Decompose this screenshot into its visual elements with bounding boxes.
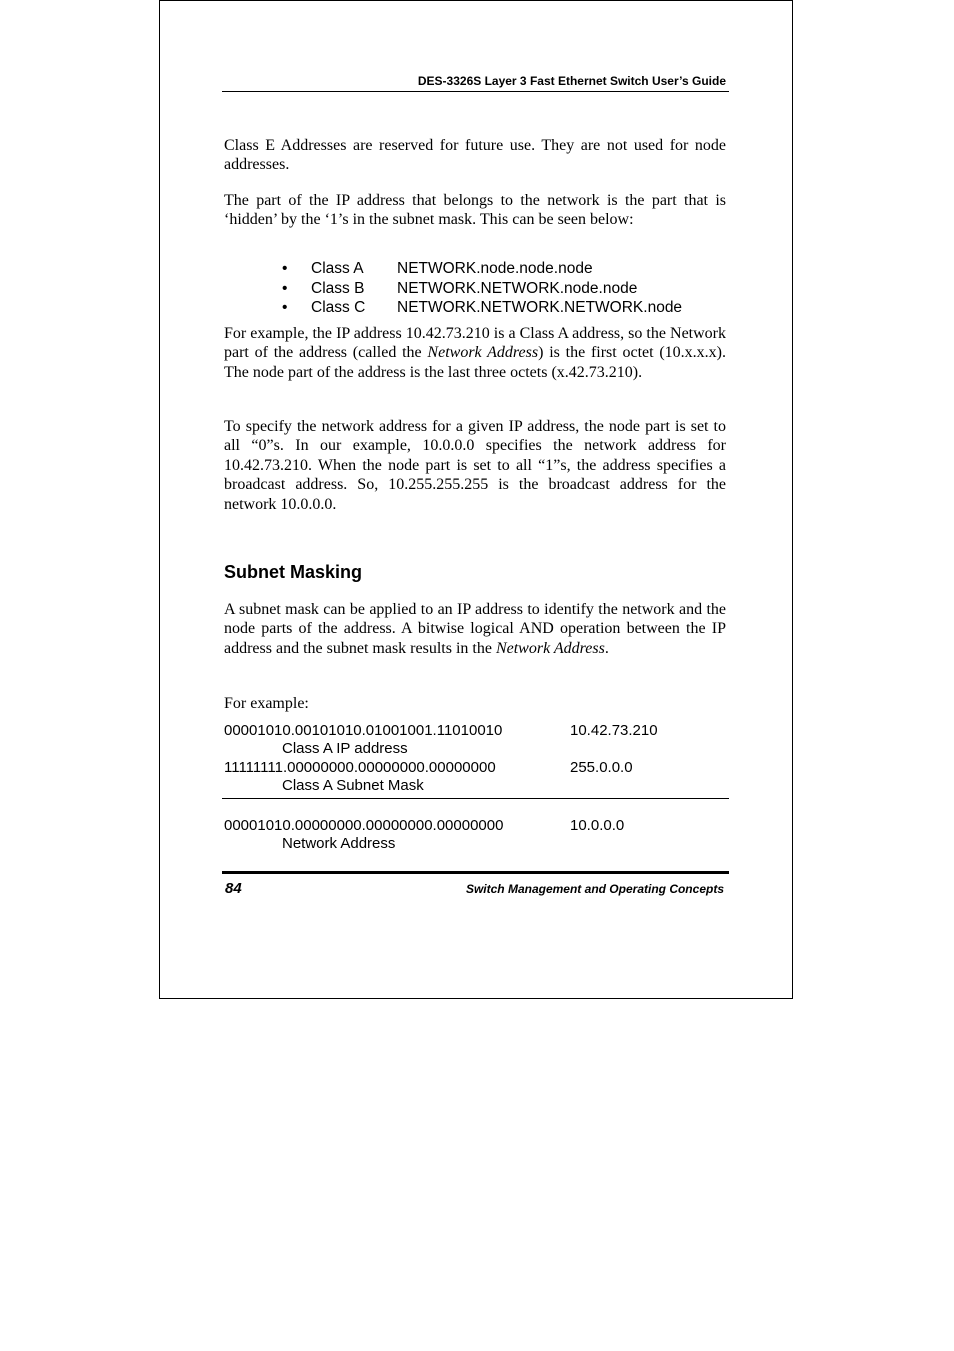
paragraph-network-part: The part of the IP address that belongs to the network is the part that is ‘hidden’ by the ‘1’s in the subnet mask. This can be seen below:	[224, 192, 726, 229]
bullet-icon: •	[282, 279, 288, 297]
example-decimal-ip: 10.42.73.210	[570, 722, 658, 739]
result-rule	[222, 798, 729, 799]
class-pattern: NETWORK.node.node.node	[397, 260, 593, 277]
emphasis-network-address: Network Address	[427, 344, 539, 362]
paragraph-network-broadcast: To specify the network address for a given IP address, the node part is set to all “0”s. In our example, 10.0.0.0 specifies the network address for 10.42.73.210. When the node part is set to all “1”s, the address specifies a broadcast address. So, 10.255.255.255 is the broadcast address for the network 10.0.0.0.	[224, 418, 726, 513]
class-name: Class B	[311, 279, 365, 297]
text-run: ) is the first octet (10.x.x.x). The node part of the address is the last three octets (x.42.73.210).	[224, 344, 727, 381]
footer-rule	[222, 871, 729, 874]
example-binary-mask: 11111111.00000000.00000000.00000000	[224, 759, 496, 776]
bullet-icon: •	[282, 299, 288, 317]
bullet-icon: •	[282, 260, 288, 277]
paragraph-example-class-a	[224, 324, 726, 382]
running-footer: Switch Management and Operating Concepts	[465, 882, 724, 896]
paragraph-subnet-mask	[224, 600, 726, 658]
example-binary-ip: 00001010.00101010.01001001.11010010	[224, 722, 503, 739]
class-name: Class C	[311, 299, 366, 317]
example-binary-network: 00001010.00000000.00000000.00000000	[224, 817, 504, 834]
class-pattern: NETWORK.NETWORK.node.node	[397, 279, 638, 297]
text-run: .	[604, 639, 609, 657]
example-label-network: Network Address	[282, 835, 396, 852]
example-label-ip: Class A IP address	[282, 740, 408, 757]
emphasis-network-address: Network Address	[495, 639, 605, 657]
page-number: 84	[225, 880, 242, 897]
example-label-mask: Class A Subnet Mask	[282, 777, 424, 794]
header-rule	[222, 91, 729, 92]
section-heading: Subnet Masking	[224, 562, 363, 582]
text-run: For example, the IP address 10.42.73.210 is a Class A address, so the Network part of the address (called the	[224, 325, 726, 362]
text-run: A subnet mask can be applied to an IP address to identify the network and the node parts of the address. A bitwise logical AND operation between the IP address and the subnet mask results in the	[224, 601, 726, 657]
list-item	[224, 279, 726, 299]
class-name: Class A	[311, 260, 364, 277]
list-item	[224, 259, 726, 279]
class-pattern: NETWORK.NETWORK.NETWORK.node	[397, 299, 683, 317]
paragraph-for-example: For example:	[224, 695, 309, 712]
class-pattern-list	[224, 259, 726, 318]
paragraph-class-e: Class E Addresses are reserved for future use. They are not used for node addresses.	[224, 137, 726, 174]
example-decimal-network: 10.0.0.0	[570, 817, 625, 834]
example-decimal-mask: 255.0.0.0	[570, 759, 633, 776]
running-header: DES-3326S Layer 3 Fast Ethernet Switch User’s Guide	[417, 74, 726, 88]
list-item	[224, 298, 726, 318]
